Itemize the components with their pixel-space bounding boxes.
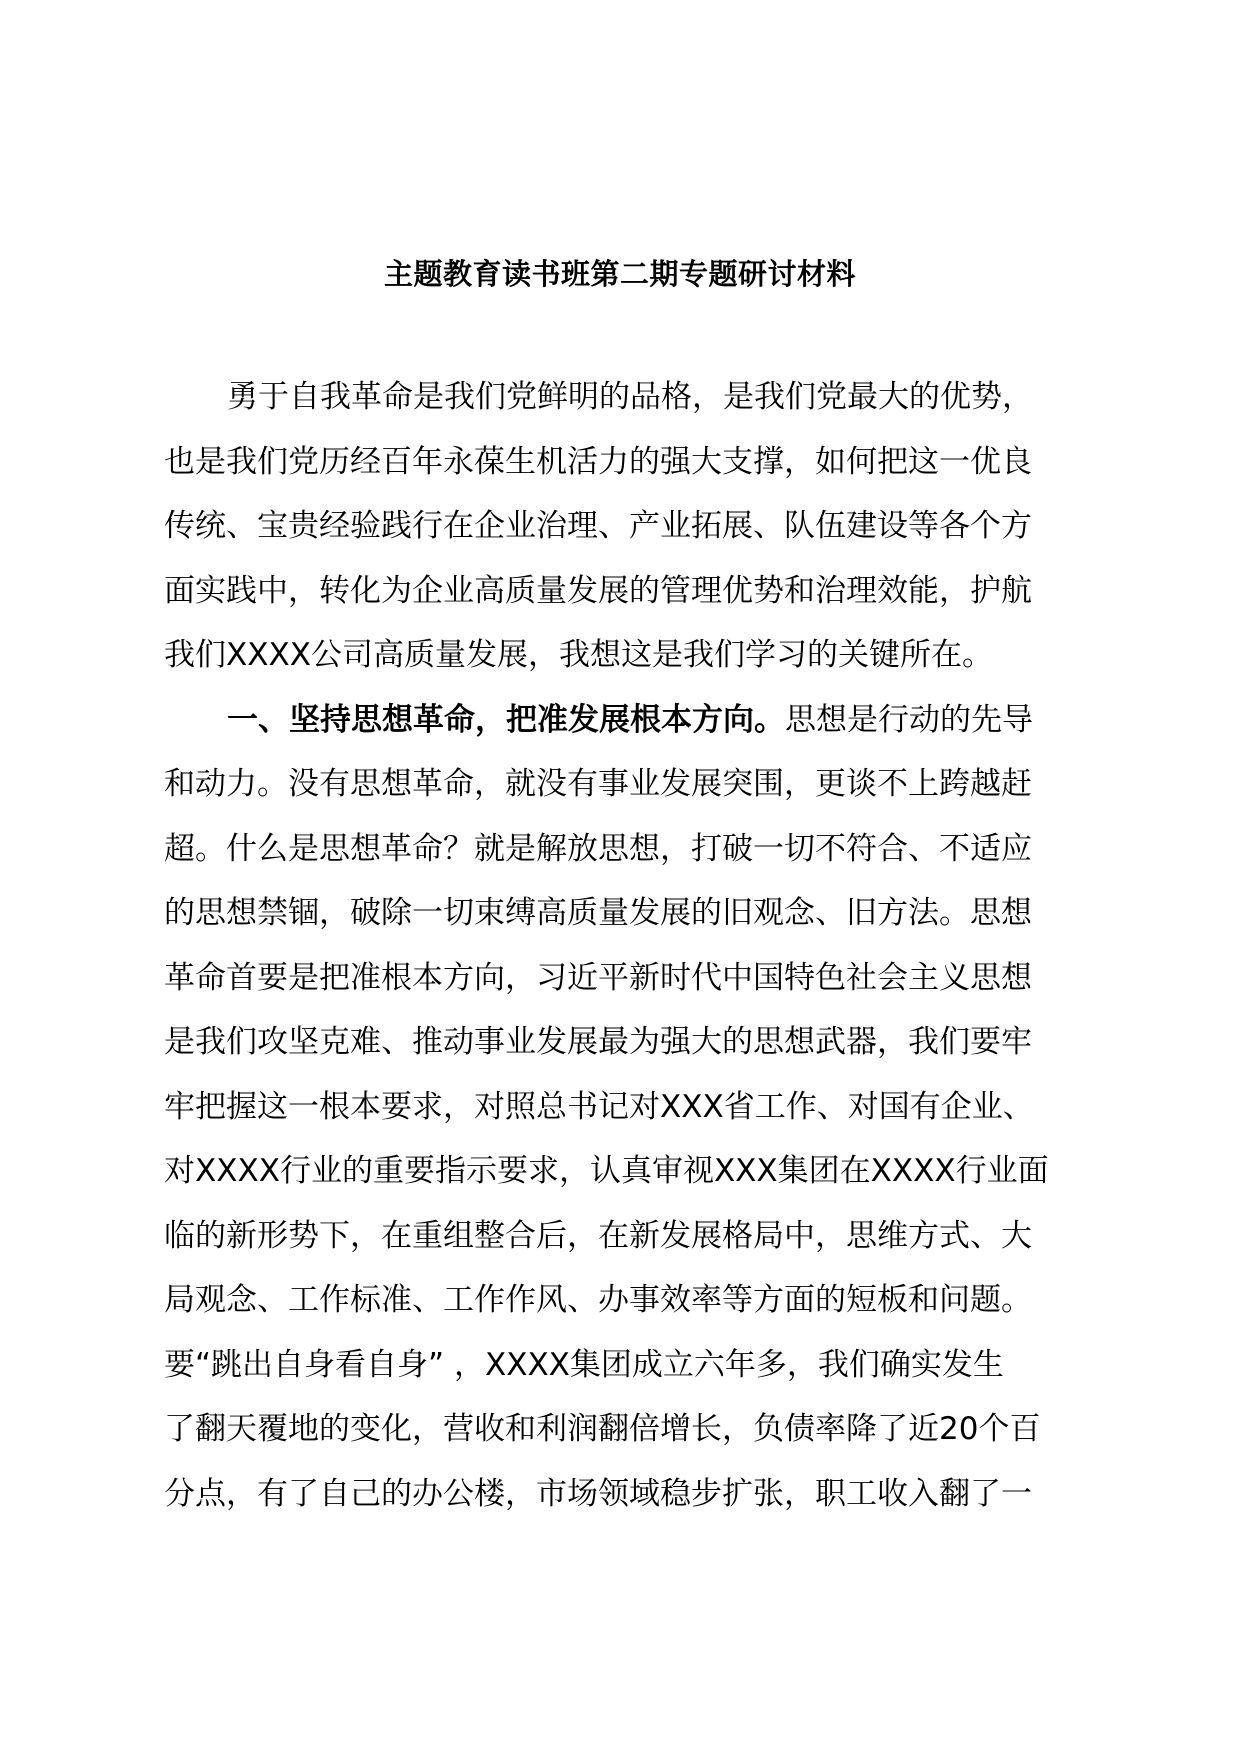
paragraph-2-line: 局观念、工作标准、工作作风、办事效率等方面的短板和问题。 [164,1282,1032,1318]
paragraph-1-line: 面实践中，转化为企业高质量发展的管理优势和治理效能，护航 [164,572,1032,609]
paragraph-2-line: 革命首要是把准根本方向，习近平新时代中国特色社会主义思想 [164,959,1032,996]
paragraph-1-line: 传统、宝贵经验践行在企业治理、产业拓展、队伍建设等各个方 [164,508,1032,544]
paragraph-1-line: 也是我们党历经百年永葆生机活力的强大支撑，如何把这一优良 [164,443,1032,480]
paragraph-2-line: 的思想禁锢，破除一切束缚高质量发展的旧观念、旧方法。思想 [164,895,1032,931]
document-title: 主题教育读书班第二期专题研讨材料 [383,257,856,291]
paragraph-2-line: 对XXXX行业的重要指示要求，认真审视XXX集团在XXXX行业面 [164,1153,1049,1189]
section-1-first-line [164,688,1119,753]
section-1-first-line-text: 思想是行动的先导 [785,701,1033,738]
paragraph-2-line: 了翻天覆地的变化，营收和利润翻倍增长，负债率降了近20个百 [164,1411,1041,1447]
paragraph-2-line: 和动力。没有思想革命，就没有事业发展突围，更谈不上跨越赶 [164,766,1032,802]
paragraph-2-line: 临的新形势下，在重组整合后，在新发展格局中，思维方式、大 [164,1217,1032,1254]
paragraph-2-line: 要“跳出自身看自身” ，XXXX集团成立六年多，我们确实发生 [164,1346,1004,1383]
paragraph-1-line: 我们XXXX公司高质量发展，我想这是我们学习的关键所在。 [164,637,993,673]
paragraph-2-line: 分点，有了自己的办公楼，市场领域稳步扩张，职工收入翻了一 [164,1475,1032,1512]
paragraph-1-line: 勇于自我革命是我们党鲜明的品格，是我们党最大的优势， [227,379,1033,415]
paragraph-2-line: 是我们攻坚克难、推动事业发展最为强大的思想武器，我们要牢 [164,1024,1032,1060]
paragraph-2-line: 超。什么是思想革命？就是解放思想，打破一切不符合、不适应 [164,830,1032,867]
section-1-heading: 一、坚持思想革命，把准发展根本方向。 [227,701,785,738]
document-body [164,365,1119,1526]
paragraph-2-line: 牢把握这一根本要求，对照总书记对XXX省工作、对国有企业、 [164,1088,1034,1125]
